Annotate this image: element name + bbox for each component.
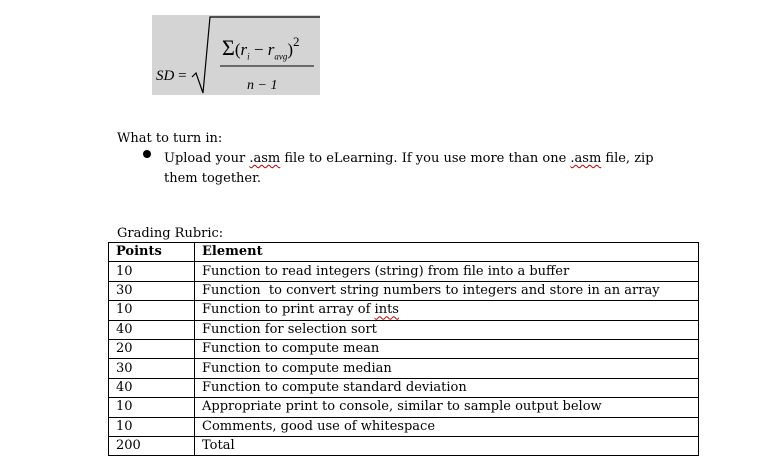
table-header-row (109, 243, 699, 262)
minus-sign: − (253, 40, 264, 59)
turn-in-heading: What to turn in: (117, 131, 223, 146)
table-row (109, 262, 699, 281)
table-row (109, 417, 699, 436)
row-points: 10 (109, 262, 195, 281)
spellcheck-asm-1: .asm (249, 151, 281, 166)
row-points: 30 (109, 359, 195, 378)
standard-deviation-formula (152, 15, 320, 95)
exponent: 2 (293, 34, 300, 50)
grading-rubric-table (108, 242, 699, 456)
sigma-symbol: Σ (222, 35, 235, 60)
spellcheck-ints: ints (374, 302, 399, 318)
r-avg-sub: avg (274, 51, 288, 62)
header-element: Element (195, 243, 699, 262)
row-element: Total (195, 436, 699, 455)
spellcheck-asm-2: .asm (570, 151, 602, 166)
table-row (109, 339, 699, 358)
table-row (109, 281, 699, 300)
row-points: 40 (109, 378, 195, 397)
row-points: 30 (109, 281, 195, 300)
row-element: Function to compute median (195, 359, 699, 378)
row-points: 10 (109, 417, 195, 436)
r-i-sub: i (247, 51, 250, 62)
row-points: 10 (109, 301, 195, 320)
turn-in-instruction: Upload your .asm file to eLearning. If you use more than one .asm file, zip them together. (164, 151, 654, 186)
row-element: Comments, good use of whitespace (195, 417, 699, 436)
table-row-total (109, 436, 699, 455)
table-row (109, 398, 699, 417)
r-avg: r (267, 40, 275, 59)
row-element: Appropriate print to console, similar to sample output below (195, 398, 699, 417)
row-element: Function to convert string numbers to integers and store in an array (195, 281, 699, 300)
formula-denominator: n − 1 (247, 78, 278, 93)
row-points: 10 (109, 398, 195, 417)
equals-sign: = (178, 68, 187, 84)
bullet-dot (143, 150, 151, 158)
row-element: Function for selection sort (195, 320, 699, 339)
r-i: r (240, 40, 248, 59)
row-points: 20 (109, 339, 195, 358)
rubric-heading: Grading Rubric: (117, 226, 224, 241)
row-element: Function to compute standard deviation (195, 378, 699, 397)
row-points: 40 (109, 320, 195, 339)
table-row (109, 378, 699, 397)
table-row (109, 320, 699, 339)
sd-label (156, 68, 187, 85)
header-points: Points (109, 243, 195, 262)
row-element: Function to compute mean (195, 339, 699, 358)
sd-symbol: SD (156, 68, 175, 84)
row-points: 200 (109, 436, 195, 455)
formula-numerator: $\Sigma(r_i - r_{avg})^2$ (222, 34, 300, 62)
row-element: Function to read integers (string) from file into a buffer (195, 262, 699, 281)
row-element: Function to print array of ints (195, 301, 699, 320)
table-row (109, 359, 699, 378)
table-row (109, 301, 699, 320)
